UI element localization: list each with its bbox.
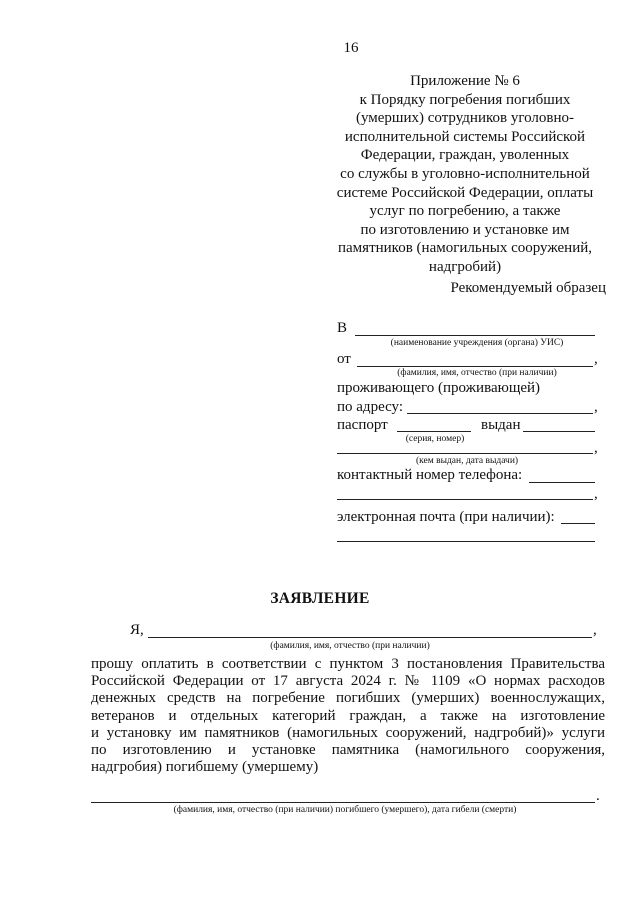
appendix-line: со службы в уголовно-исполнительной [340,165,590,182]
deceased-caption: (фамилия, имя, отчество (при наличии) погибшего (умершего), дата гибели (смерти) [173,805,517,815]
appendix-line: исполнительной системы Российской [344,128,586,145]
comma-mark: , [594,486,598,502]
ya-prefix: Я, [130,622,144,638]
from-prefix: от [337,351,351,367]
passport-caption: (серия, номер) [405,434,465,444]
body-line: денежных средств на погребение погибших (умерших) военнослужащих, [91,690,605,707]
appendix-line: Приложение № 6 [410,73,520,89]
appendix-line: памятников (намогильных сооружений, [338,240,592,257]
comma-mark: , [593,622,597,638]
deceased-field[interactable] [91,802,595,803]
passport-number-field[interactable] [397,431,471,432]
appendix-line: системе Российской Федерации, оплаты [336,184,594,201]
phone-field[interactable] [529,482,595,483]
passport-label: паспорт [337,417,388,433]
phone-label: контактный номер телефона: [337,467,523,483]
passport-issued-field[interactable] [523,431,595,432]
to-prefix: В [337,320,348,336]
body-line: и установку им памятников (намогильных сооружений, надгробий)» услуги [91,724,605,741]
statement-body [91,656,605,776]
issuer-field[interactable] [337,453,593,454]
issuer-caption: (кем выдан, дата выдачи) [415,456,519,466]
phone-extra-field[interactable] [337,499,593,500]
body-line: ветеранов и отдельных категорий граждан, а также на изготовление [91,707,605,724]
body-line: Российской Федерации от 17 августа 2024 г. № 1109 «О нормах расходов [91,673,605,690]
comma-mark: , [594,351,598,367]
email-extra-field[interactable] [337,541,595,542]
recommended-sample-label: Рекомендуемый образец [450,280,606,296]
address-label: по адресу: [337,399,404,415]
appendix-line: по изготовлению и установке им [360,221,570,238]
address-field[interactable] [407,413,593,414]
institution-caption: (наименование учреждения (органа) УИС) [390,338,564,348]
period-mark: . [596,788,600,804]
comma-mark: , [594,399,598,415]
email-field[interactable] [561,523,595,524]
statement-title: ЗАЯВЛЕНИЕ [270,590,370,607]
appendix-header [320,72,610,277]
appendix-line: услуг по погребению, а также [369,203,561,220]
page-number: 16 [343,40,359,56]
body-line: надгробия) погибшему (умершему) [91,759,319,776]
issued-label: выдан [481,417,521,433]
appendix-line: Федерации, граждан, уволенных [360,147,570,164]
applicant-name-caption: (фамилия, имя, отчество (при наличии) [397,368,557,378]
appendix-line: надгробий) [428,258,502,275]
appendix-line: к Порядку погребения погибших [359,91,571,108]
applicant-name-field[interactable] [357,366,593,367]
appendix-line: (умерших) сотрудников уголовно- [355,110,575,127]
body-line: по изготовлению и установке памятника (намогильного сооружения, [91,742,605,759]
full-name-caption: (фамилия, имя, отчество (при наличии) [270,641,430,651]
comma-mark: , [594,440,598,456]
residing-label: проживающего (проживающей) [337,380,541,396]
full-name-field[interactable] [148,637,592,638]
email-label: электронная почта (при наличии): [337,509,555,525]
institution-field[interactable] [355,335,595,336]
body-line: прошу оплатить в соответствии с пунктом 3 постановления Правительства [91,656,605,672]
